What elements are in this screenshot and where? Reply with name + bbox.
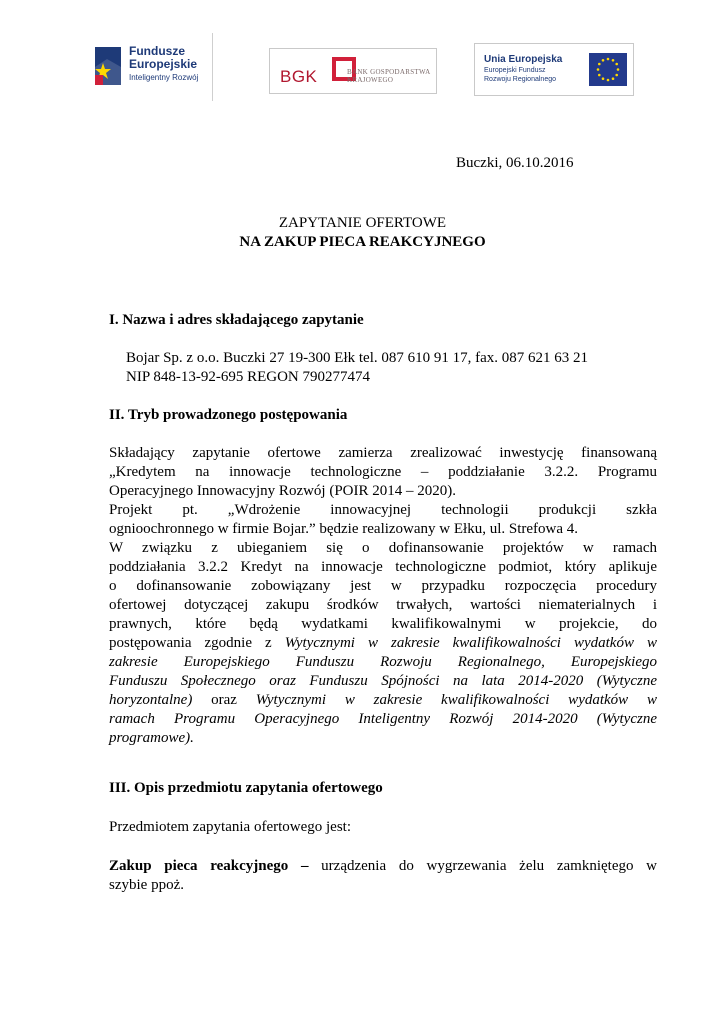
ue-line1: Unia Europejska [484,54,563,65]
section2-line: o dofinansowanie zobowiązany jest w przypadku rozpoczęcia procedury [109,578,657,594]
section2-heading: II. Tryb prowadzonego postępowania [109,407,348,423]
eu-flag-icon [589,53,627,86]
section1-heading: I. Nazwa i adres składającego zapytanie [109,312,364,328]
section2-line-mixed [109,691,657,710]
fe-line3: Inteligentny Rozwój [129,73,199,82]
section2-line11-italic: Wytycznymi w zakresie kwalifikowalności wydatków w [284,635,657,651]
section3-item-bold: Zakup pieca reakcyjnego – [109,858,309,874]
bgk-full-name [347,68,430,84]
section2-line: prawnych, które będą wydatkami kwalifikowalnymi w projekcie, do [109,616,657,632]
section3-heading: III. Opis przedmiotu zapytania ofertowego [109,780,383,796]
title-line1: ZAPYTANIE OFERTOWE [278,215,447,231]
bgk-short: BGK [280,67,318,86]
section3-item [109,857,657,876]
section2-italic-line: zakresie Europejskiego Funduszu Rozwoju Regionalnego, Europejskiego [109,654,657,670]
section2-line: ognioochronnego w firmie Bojar.” będzie realizowany w Ełku, ul. Strefowa 4. [109,521,579,537]
section3-item-rest: urządzenia do wygrzewania żelu zamkniętego w [308,858,657,874]
section2-italic-line: ramach Programu Operacyjnego Inteligentny Rozwój 2014-2020 (Wytyczne [109,711,657,727]
section2-line: Operacyjnego Innowacyjny Rozwój (POIR 2014 – 2020). [109,483,457,499]
section3-item-line2: szybie ppoż. [109,877,184,893]
section1-address: Bojar Sp. z o.o. Buczki 27 19-300 Ełk tel. 087 610 91 17, fax. 087 621 63 21 [126,350,589,366]
fe-line1: Fundusze [129,44,185,58]
section2-line14-italic1: horyzontalne) [109,692,193,708]
section2-line: ofertowej dotyczącej zakupu środków trwałych, wartości niematerialnych i [109,597,657,613]
bgk-logo [269,48,437,94]
section2-line14-normal: oraz [192,692,256,708]
section2-line11-normal: postępowania zgodnie z [109,635,285,651]
unia-europejska-logo [474,43,634,96]
fe-text [129,45,198,84]
bgk-full-line1: BANK GOSPODARSTWA [347,68,431,76]
section2-italic-line: Funduszu Społecznego oraz Funduszu Spójności na lata 2014-2020 (Wytyczne [109,673,657,689]
section2-line: Składający zapytanie ofertowe zamierza zrealizować inwestycję finansowaną [109,445,657,461]
place-date: Buczki, 06.10.2016 [456,155,574,171]
fe-star-icon [93,45,123,87]
fundusze-europejskie-logo [93,43,213,95]
section2-line-mixed [109,634,657,653]
section2-italic-line: programowe). [109,730,194,746]
bgk-full-line2: KRAJOWEGO [347,76,394,84]
section2-line: W związku z ubieganiem się o dofinansowanie projektów w ramach [109,540,657,556]
section3-intro: Przedmiotem zapytania ofertowego jest: [109,819,351,835]
fe-line2: Europejskie [129,57,198,71]
ue-text [484,53,562,84]
title-line2: NA ZAKUP PIECA REAKCYJNEGO [239,234,486,250]
ue-line3: Rozwoju Regionalnego [484,76,556,83]
ue-line2: Europejski Fundusz [484,67,546,74]
section1-ids: NIP 848-13-92-695 REGON 790277474 [126,369,371,385]
section2-line: Projekt pt. „Wdrożenie innowacyjnej technologii produkcji szkła [109,502,657,518]
logo-divider [212,33,213,101]
section2-line14-italic2: Wytycznymi w zakresie kwalifikowalności wydatków w [255,692,657,708]
section2-line: poddziałania 3.2.2 Kredyt na innowacje technologiczne podmiot, który aplikuje [109,559,657,575]
section2-line: „Kredytem na innowacje technologiczne – poddziałanie 3.2.2. Programu [109,464,657,480]
